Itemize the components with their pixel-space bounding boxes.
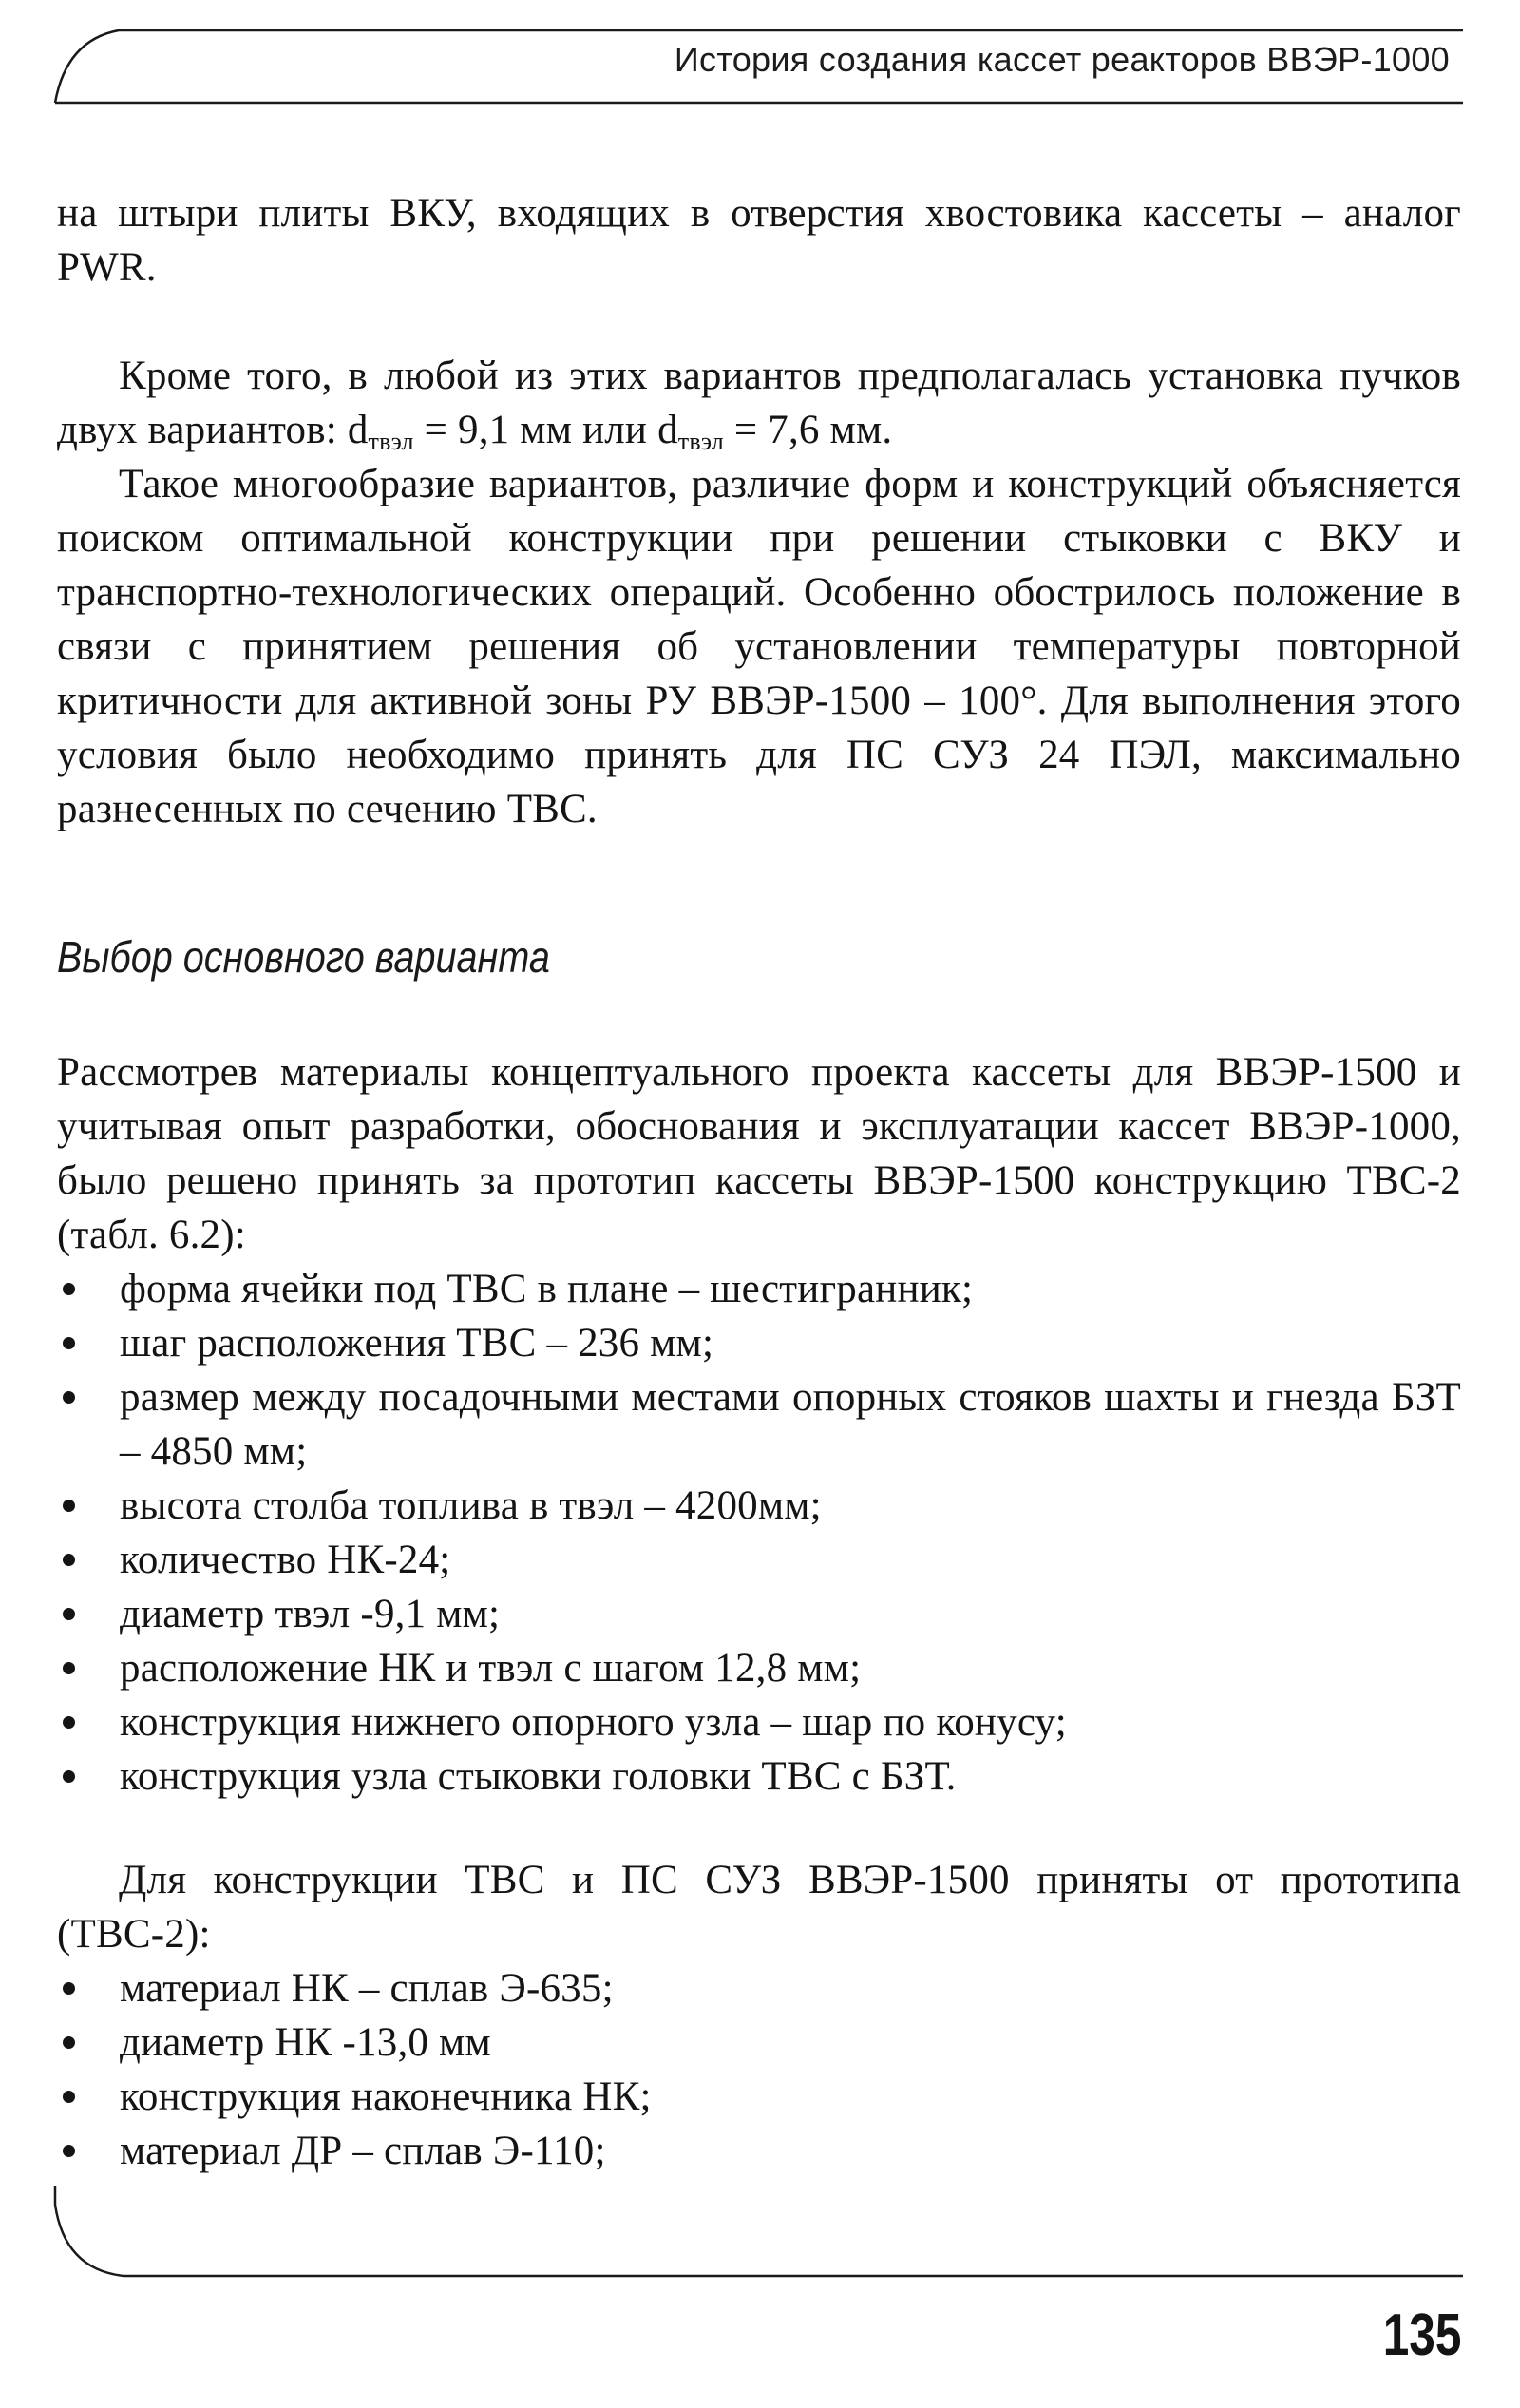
bullet-icon — [63, 2036, 75, 2049]
paragraph-variants: Кроме того, в любой из этих вариантов предполагалась установка пучков двух вариантов: $d_{твэл} = 9,1$ мм или $d_{твэл} = 7,6$ мм. — [57, 354, 1461, 455]
bullet-icon — [63, 1662, 75, 1674]
paragraph-prototype: Рассмотрев материалы концептуального проекта кассеты для ВВЭР-1500 и учитывая опыт разработки, обоснования и эксплуатации кассет ВВЭР-1000, было решено принять за прототип кассеты ВВЭР-1500 конструкцию ТВС-2 (табл. 6.2): — [57, 1050, 1461, 1257]
text-block-bottom — [57, 1853, 1461, 2178]
bullet-icon — [63, 1608, 75, 1620]
text-block-middle — [57, 1045, 1461, 1804]
list-item: диаметр твэл -9,1 мм; — [57, 1587, 1461, 1641]
accepted-items-list — [57, 1961, 1461, 2178]
bullet-icon — [63, 1391, 75, 1404]
text-block-top — [57, 186, 1461, 836]
list-item: количество НК-24; — [57, 1533, 1461, 1587]
bullet-icon — [63, 1554, 75, 1566]
bullet-icon — [63, 1337, 75, 1349]
bullet-icon — [63, 1982, 75, 1995]
bullet-icon — [63, 2145, 75, 2157]
list-item: диаметр НК -13,0 мм — [57, 2016, 1461, 2070]
list-item: конструкция узла стыковки головки ТВС с БЗТ. — [57, 1749, 1461, 1804]
bullet-icon — [63, 2091, 75, 2103]
list-item: конструкция наконечника НК; — [57, 2070, 1461, 2124]
list-item: конструкция нижнего опорного узла – шар по конусу; — [57, 1695, 1461, 1749]
list-item: форма ячейки под ТВС в плане – шестигранник; — [57, 1262, 1461, 1316]
list-item: материал НК – сплав Э-635; — [57, 1961, 1461, 2016]
section-heading: Выбор основного варианта — [57, 932, 550, 982]
list-item: шаг расположения ТВС – 236 мм; — [57, 1316, 1461, 1370]
page-number: 135 — [1382, 2303, 1461, 2368]
list-item: размер между посадочными местами опорных стояков шахты и гнезда БЗТ – 4850 мм; — [57, 1370, 1461, 1479]
running-title: История создания кассет реакторов ВВЭР-1000 — [674, 40, 1450, 79]
prototype-parameters-list — [57, 1262, 1461, 1804]
paragraph-diversity: Такое многообразие вариантов, различие форм и конструкций объясняется поиском оптимальной конструкции при решении стыковки с ВКУ и транспортно-технологических операций. Особенно обострилось положение в связи с принятием решения об установлении температуры повторной критичности для активной зоны РУ ВВЭР-1500 – 100°. Для выполнения этого условия было необходимо принять для ПС СУЗ 24 ПЭЛ, максимально разнесенных по сечению ТВС. — [57, 462, 1461, 831]
paragraph-continuation: на штыри плиты ВКУ, входящих в отверстия хвостовика кассеты – аналог PWR. — [57, 191, 1461, 290]
list-item: высота столба топлива в твэл – 4200мм; — [57, 1479, 1461, 1533]
list-item: материал ДР – сплав Э-110; — [57, 2124, 1461, 2178]
footer-frame — [0, 2186, 1520, 2300]
bullet-icon — [63, 1716, 75, 1729]
bullet-icon — [63, 1770, 75, 1783]
bullet-icon — [63, 1500, 75, 1512]
paragraph-accepted: Для конструкции ТВС и ПС СУЗ ВВЭР-1500 приняты от прототипа (ТВС-2): — [57, 1858, 1461, 1957]
list-item: расположение НК и твэл с шагом 12,8 мм; — [57, 1641, 1461, 1695]
bullet-icon — [63, 1283, 75, 1295]
